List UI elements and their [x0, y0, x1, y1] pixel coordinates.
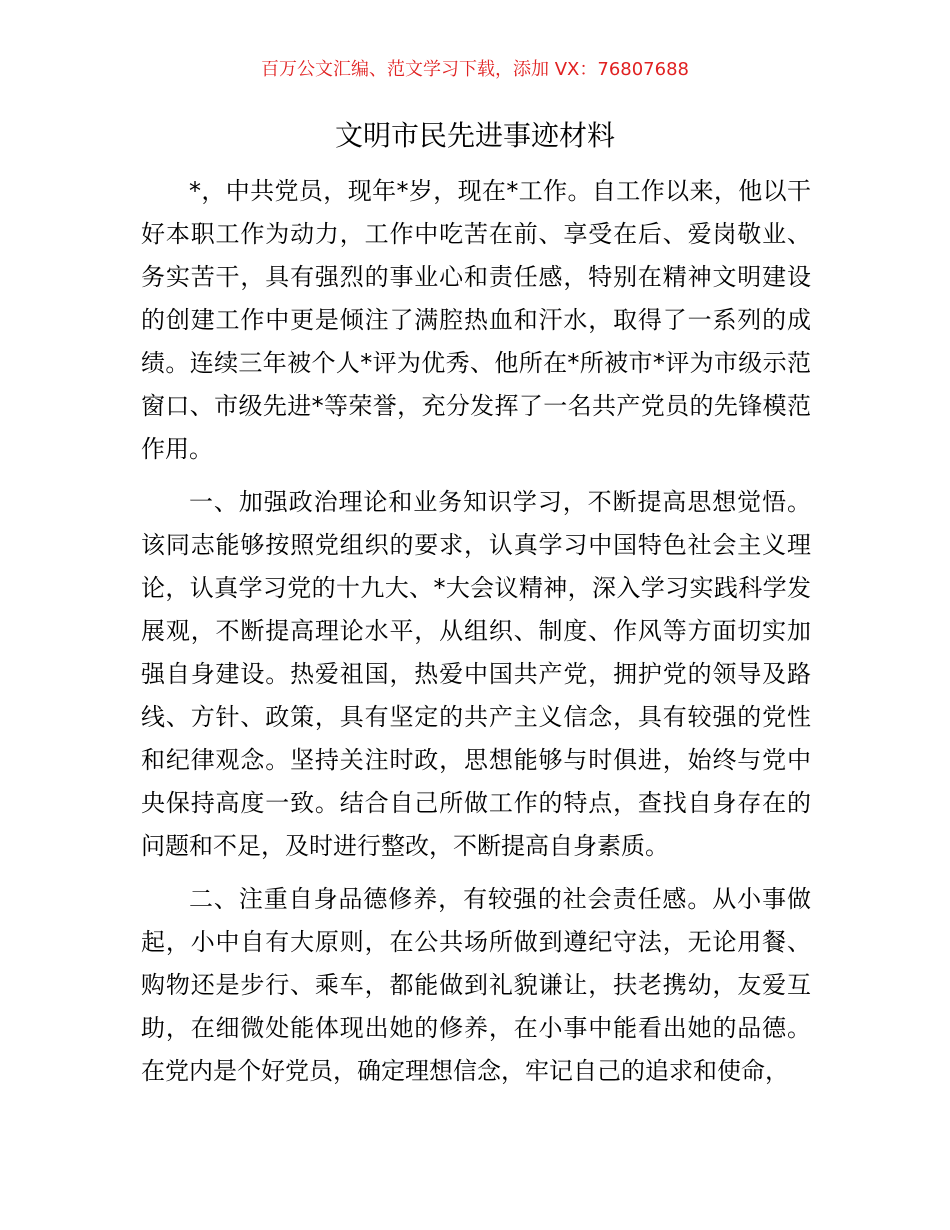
paragraph-intro: *，中共党员，现年*岁，现在*工作。自工作以来，他以干好本职工作为动力，工作中吃苦在前、享受在后、爱岗敬业、务实苦干，具有强烈的事业心和责任感，特别在精神文明建设的创建工作中更是倾注了满腔热血和汗水，取得了一系列的成绩。连续三年被个人*评为优秀、他所在*所被市*评为市级示范窗口、市级先进*等荣誉，充分发挥了一名共产党员的先锋模范作用。 [141, 177, 811, 463]
document-body [141, 170, 811, 1103]
document-title: 文明市民先进事迹材料 [334, 119, 615, 152]
header-watermark-note: 百万公文汇编、范文学习下载，添加 VX：76807688 [261, 59, 689, 80]
paragraph-section-2: 二、注重自身品德修养，有较强的社会责任感。从小事做起，小中自有大原则，在公共场所做到遵纪守法，无论用餐、购物还是步行、乘车，都能做到礼貌谦让，扶老携幼，友爱互助，在细微处能体现出她的修养，在小事中能看出她的品德。在党内是个好党员，确定理想信念，牢记自己的追求和使命， [141, 885, 811, 1085]
paragraph-section-1: 一、加强政治理论和业务知识学习，不断提高思想觉悟。该同志能够按照党组织的要求，认真学习中国特色社会主义理论，认真学习党的十九大、*大会议精神，深入学习实践科学发展观，不断提高理论水平，从组织、制度、作风等方面切实加强自身建设。热爱祖国，热爱中国共产党，拥护党的领导及路线、方针、政策，具有坚定的共产主义信念，具有较强的党性和纪律观念。坚持关注时政，思想能够与时俱进，始终与党中央保持高度一致。结合自己所做工作的特点，查找自身存在的问题和不足，及时进行整改，不断提高自身素质。 [141, 488, 811, 860]
